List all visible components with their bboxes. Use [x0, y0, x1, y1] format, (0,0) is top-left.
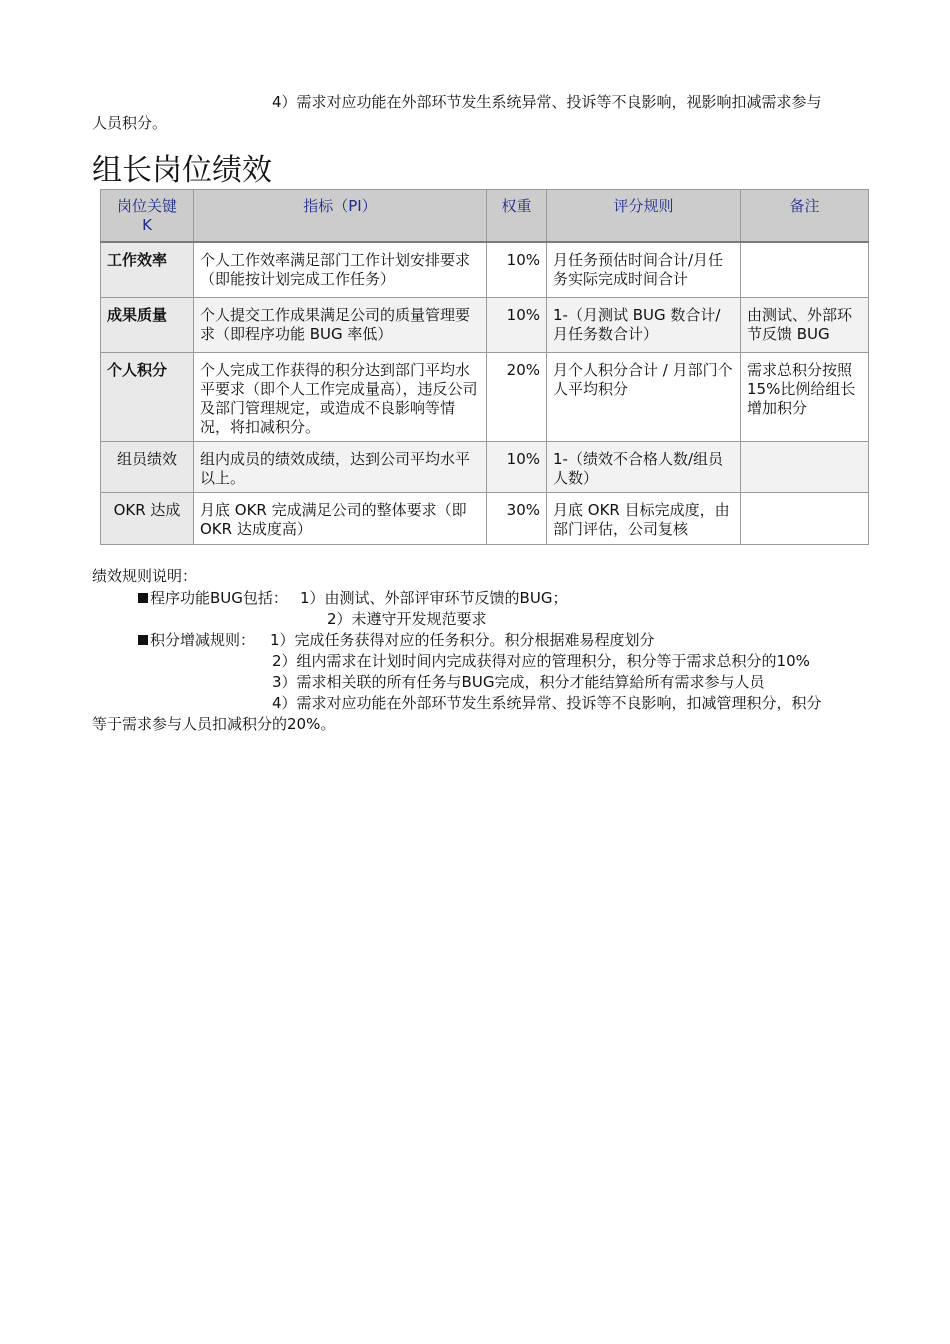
table-header-row: [101, 190, 869, 242]
row-pi: 组内成员的绩效成绩，达到公司平均水平以上。: [194, 442, 487, 493]
row-category: 个人积分: [101, 353, 194, 442]
table-row: [101, 242, 869, 298]
row-note: 由测试、外部环节反馈 BUG: [741, 298, 869, 353]
rules-heading: 绩效规则说明：: [92, 567, 198, 585]
row-note: [741, 442, 869, 493]
table-row: [101, 493, 869, 545]
points-item-4-line2: 等于需求参与人员扣减积分的20%。: [92, 715, 336, 733]
bug-label: 程序功能BUG包括：: [150, 589, 288, 607]
header-rule: 评分规则: [547, 190, 741, 242]
row-category: OKR 达成: [101, 493, 194, 545]
row-weight: 30%: [487, 493, 547, 545]
row-pi: 个人工作效率满足部门工作计划安排要求（即能按计划完成工作任务）: [194, 242, 487, 298]
header-weight: 权重: [487, 190, 547, 242]
row-weight: 10%: [487, 298, 547, 353]
row-rule: 1-（月测试 BUG 数合计/月任务数合计）: [547, 298, 741, 353]
points-item-2: 2）组内需求在计划时间内完成获得对应的管理积分，积分等于需求总积分的10%: [272, 652, 810, 670]
row-category: 成果质量: [101, 298, 194, 353]
row-rule: 月个人积分合计 / 月部门个人平均积分: [547, 353, 741, 442]
row-rule: 1-（绩效不合格人数/组员人数）: [547, 442, 741, 493]
row-category: 工作效率: [101, 242, 194, 298]
row-weight: 10%: [487, 442, 547, 493]
row-weight: 10%: [487, 242, 547, 298]
intro-line-2: 人员积分。: [92, 114, 168, 132]
header-kpi-key-line2: K: [142, 216, 152, 234]
row-rule: 月底 OKR 目标完成度，由部门评估，公司复核: [547, 493, 741, 545]
row-note: [741, 242, 869, 298]
points-item-1: 1）完成任务获得对应的任务积分。积分根据难易程度划分: [270, 631, 655, 649]
row-pi: 个人完成工作获得的积分达到部门平均水平要求（即个人工作完成量高），违反公司及部门管理规定，或造成不良影响等情况，将扣减积分。: [194, 353, 487, 442]
row-weight: 20%: [487, 353, 547, 442]
row-pi: 月底 OKR 完成满足公司的整体要求（即 OKR 达成度高）: [194, 493, 487, 545]
square-bullet-icon: [138, 593, 148, 603]
table-row: [101, 298, 869, 353]
row-pi: 个人提交工作成果满足公司的质量管理要求（即程序功能 BUG 率低）: [194, 298, 487, 353]
header-pi: 指标（PI）: [194, 190, 487, 242]
bug-item-1: 1）由测试、外部评审环节反馈的BUG；: [300, 589, 568, 607]
kpi-table: [100, 189, 869, 545]
intro-line-1: 4）需求对应功能在外部环节发生系统异常、投诉等不良影响，视影响扣减需求参与: [272, 93, 822, 111]
row-note: 需求总积分按照15%比例给组长增加积分: [741, 353, 869, 442]
row-rule: 月任务预估时间合计/月任务实际完成时间合计: [547, 242, 741, 298]
bug-item-2: 2）未遵守开发规范要求: [327, 610, 487, 628]
points-item-3: 3）需求相关联的所有任务与BUG完成，积分才能结算給所有需求参与人员: [272, 673, 765, 691]
row-note: [741, 493, 869, 545]
bug-rule-row: [138, 588, 288, 609]
points-label: 积分增减规则：: [150, 631, 256, 649]
square-bullet-icon: [138, 635, 148, 645]
table-row: [101, 353, 869, 442]
section-title: 组长岗位绩效: [92, 153, 272, 188]
header-note: 备注: [741, 190, 869, 242]
table-row: [101, 442, 869, 493]
header-kpi-key: [101, 190, 194, 242]
points-rule-row: [138, 630, 255, 651]
row-category: 组员绩效: [101, 442, 194, 493]
header-kpi-key-line1: 岗位关键: [116, 197, 177, 215]
points-item-4-line1: 4）需求对应功能在外部环节发生系统异常、投诉等不良影响，扣减管理积分，积分: [272, 694, 822, 712]
